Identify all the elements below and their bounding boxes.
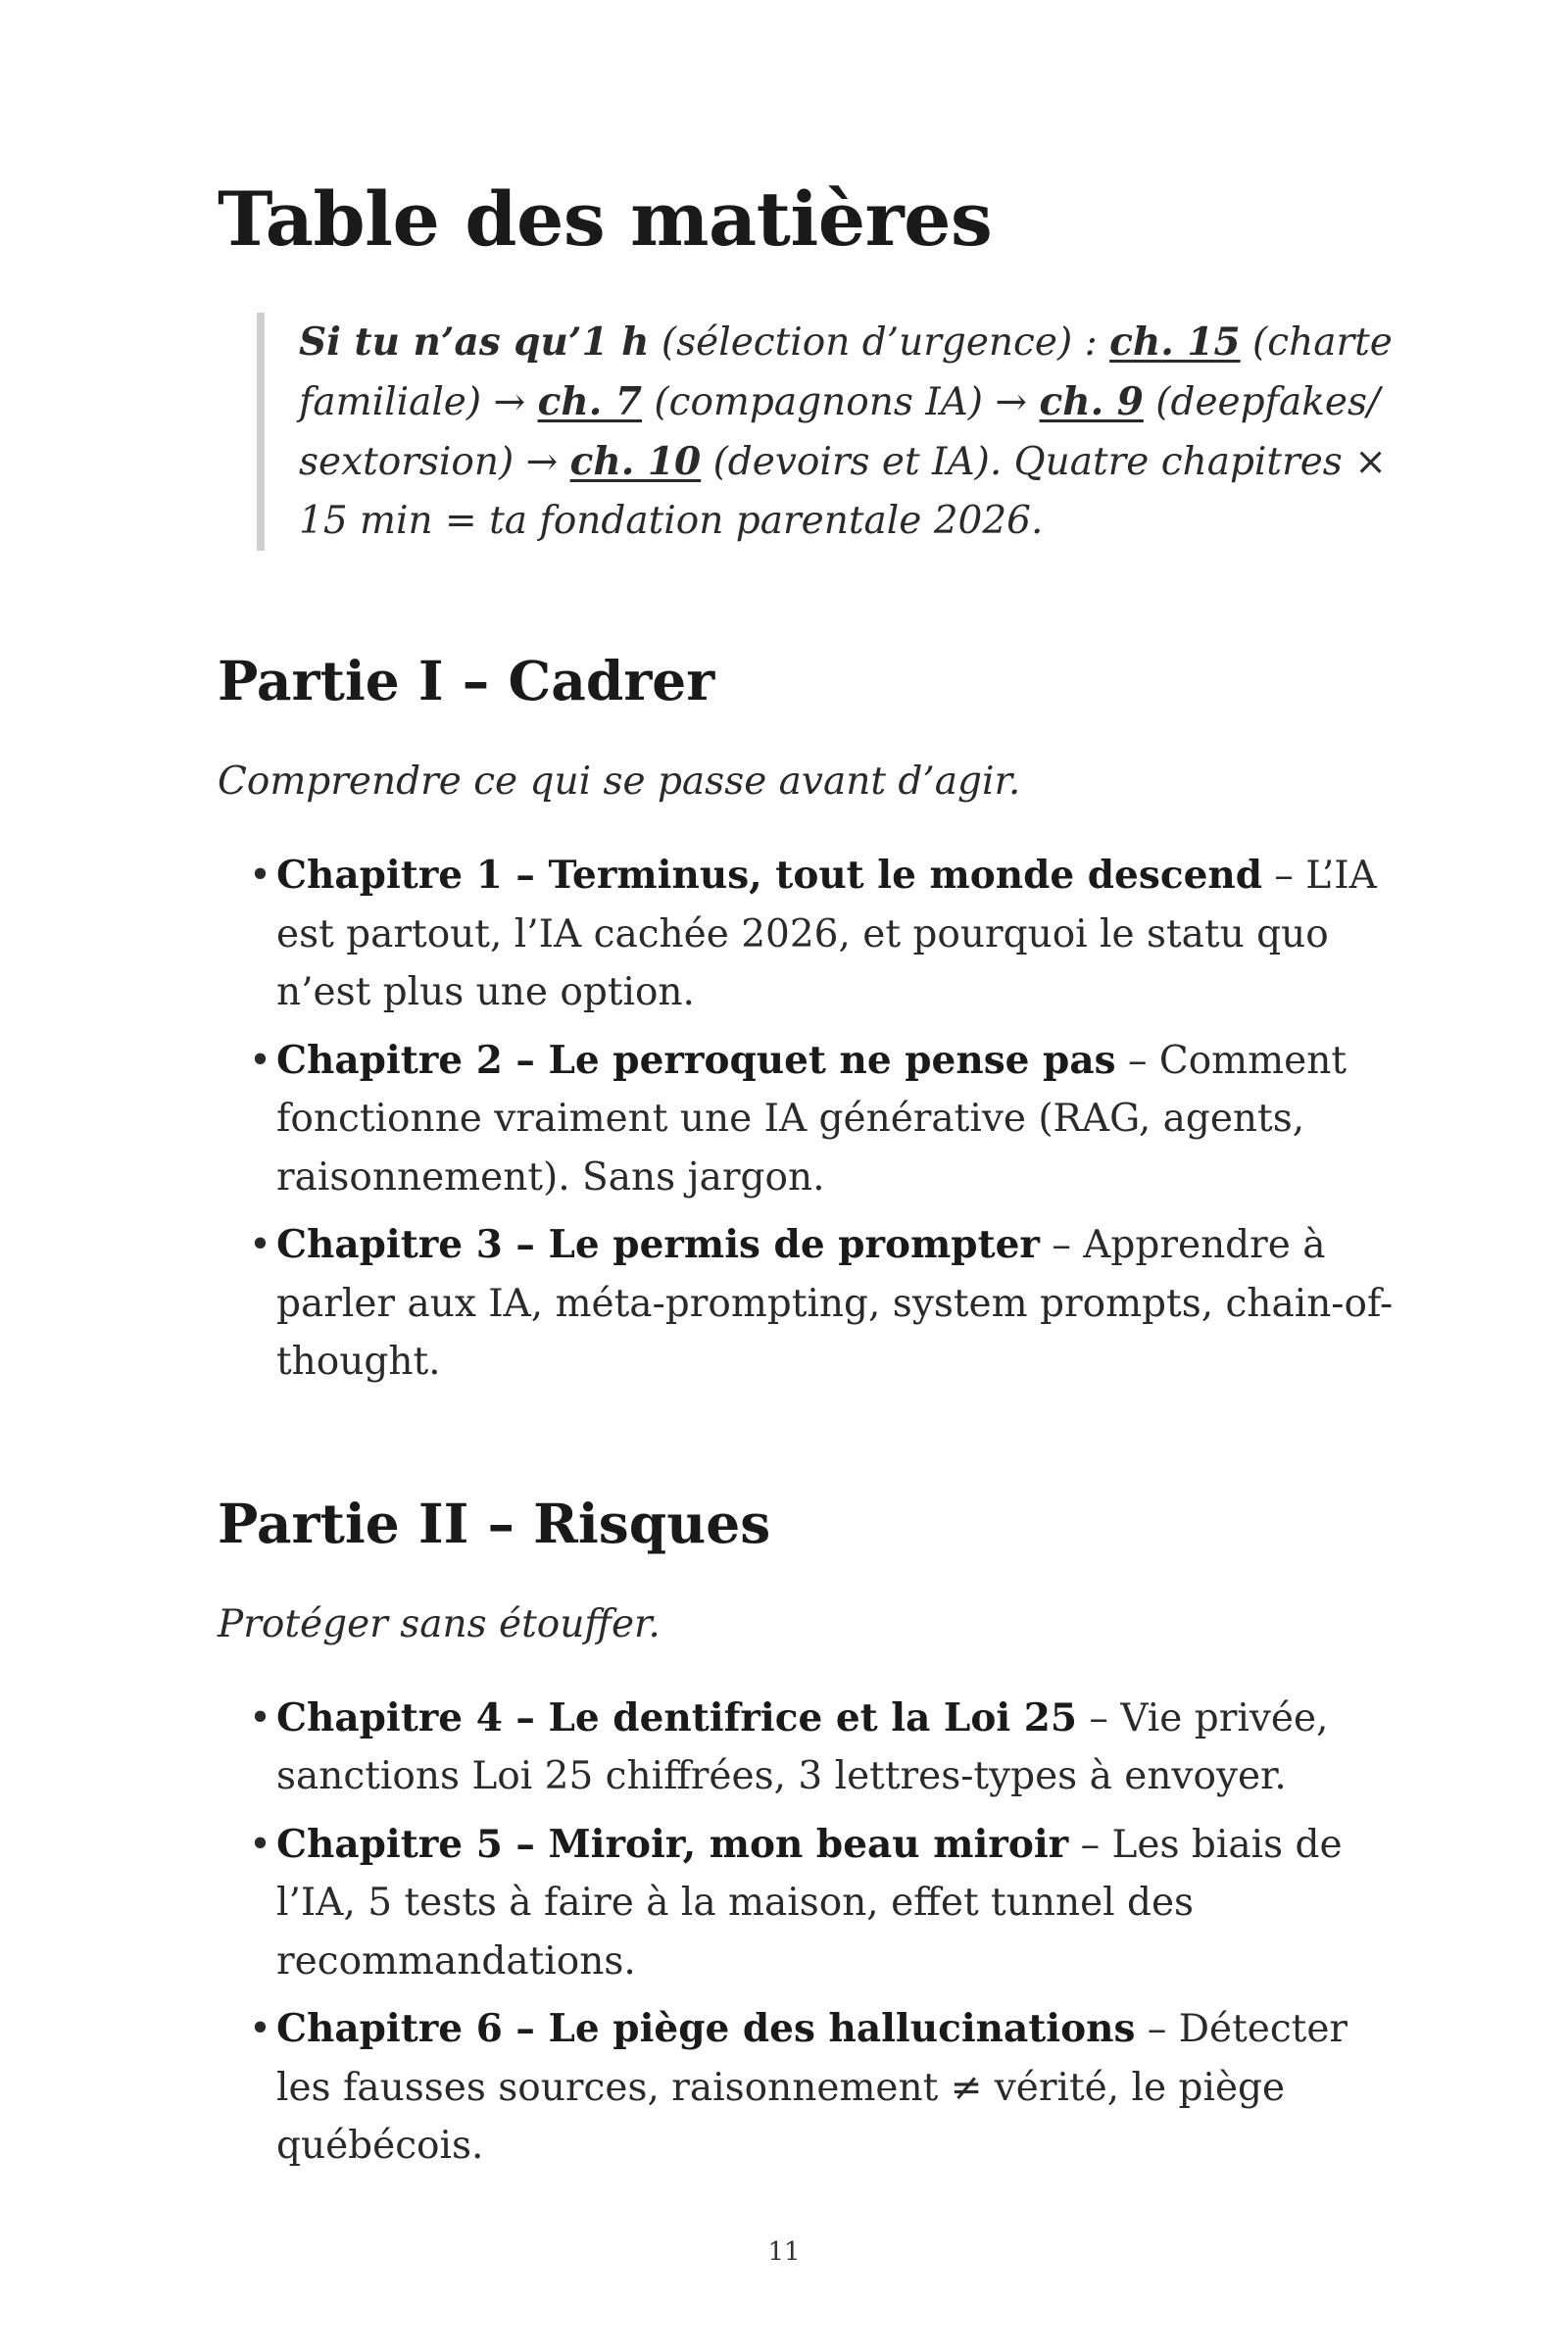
chapter-title: Chapitre 5 – Miroir, mon beau miroir [276,1821,1069,1867]
page-title: Table des matières [218,175,993,263]
chapter-title: Chapitre 6 – Le piège des hallucinations [276,2006,1136,2052]
callout-ref-ch7[interactable]: ch. 7 [537,379,642,425]
chapter-item[interactable] [276,1032,1413,1207]
callout-ref-ch15[interactable]: ch. 15 [1109,319,1241,366]
chapter-item[interactable] [276,847,1413,1022]
chapter-list [218,1690,1352,2176]
chapter-list [218,847,1394,1392]
chapter-title: Chapitre 4 – Le dentifrice et la Loi 25 [276,1694,1078,1740]
chapter-description: – Comment fonctionne vraiment une IA générative (RAG, agents, raisonnement). Sans jargon. [276,1038,1348,1200]
part-subtitle: Comprendre ce qui se passe avant d’agir. [218,760,1021,805]
callout-ref-ch9[interactable]: ch. 9 [1039,379,1144,425]
chapter-description: – Vie privée, sanctions Loi 25 chiffrées, 3 lettres-types à envoyer. [276,1695,1329,1799]
chapter-title: Chapitre 1 – Terminus, tout le monde descend [276,853,1263,899]
chapter-title: Chapitre 2 – Le perroquet ne pense pas [276,1037,1116,1083]
part-heading: Partie II – Risques [218,1491,771,1555]
callout-ref-ch10[interactable]: ch. 10 [569,439,702,485]
chapter-description: – Apprendre à parler aux IA, méta-prompting, system prompts, chain-of-thought. [276,1223,1394,1385]
urgent-selection-callout [257,313,1416,551]
chapter-item[interactable] [276,1816,1413,1991]
callout-lead: Si tu n’as qu’1 h [299,319,650,366]
part-subtitle: Protéger sans étouffer. [218,1601,661,1646]
chapter-title: Chapitre 3 – Le permis de prompter [276,1222,1040,1268]
callout-ref-ch10-note: (devoirs et IA). Quatre chapitres × 15 min = ta fondation parentale 2026. [299,440,1387,544]
callout-ref-ch15-note: (charte familiale) → [299,320,1393,425]
chapter-description: – L’IA est partout, l’IA cachée 2026, et pourquoi le statu quo n’est plus une option. [276,854,1377,1015]
chapter-item[interactable] [276,2000,1413,2176]
part-heading: Partie I – Cadrer [218,649,715,713]
chapter-description: – Les biais de l’IA, 5 tests à faire à la maison, effet tunnel des recommandations. [276,1822,1343,1984]
callout-ref-ch7-note: (compagnons IA) → [642,380,1040,425]
chapter-item[interactable] [276,1690,1413,1806]
chapter-item[interactable] [276,1216,1413,1392]
callout-ref-ch9-note: (deepfakes/ sextorsion) → [299,380,1381,485]
page-number: 11 [767,2237,801,2267]
chapter-description: – Détecter les fausses sources, raisonnement ≠ vérité, le piège québécois. [276,2007,1348,2169]
callout-lead-note: (sélection d’urgence) : [649,320,1110,366]
